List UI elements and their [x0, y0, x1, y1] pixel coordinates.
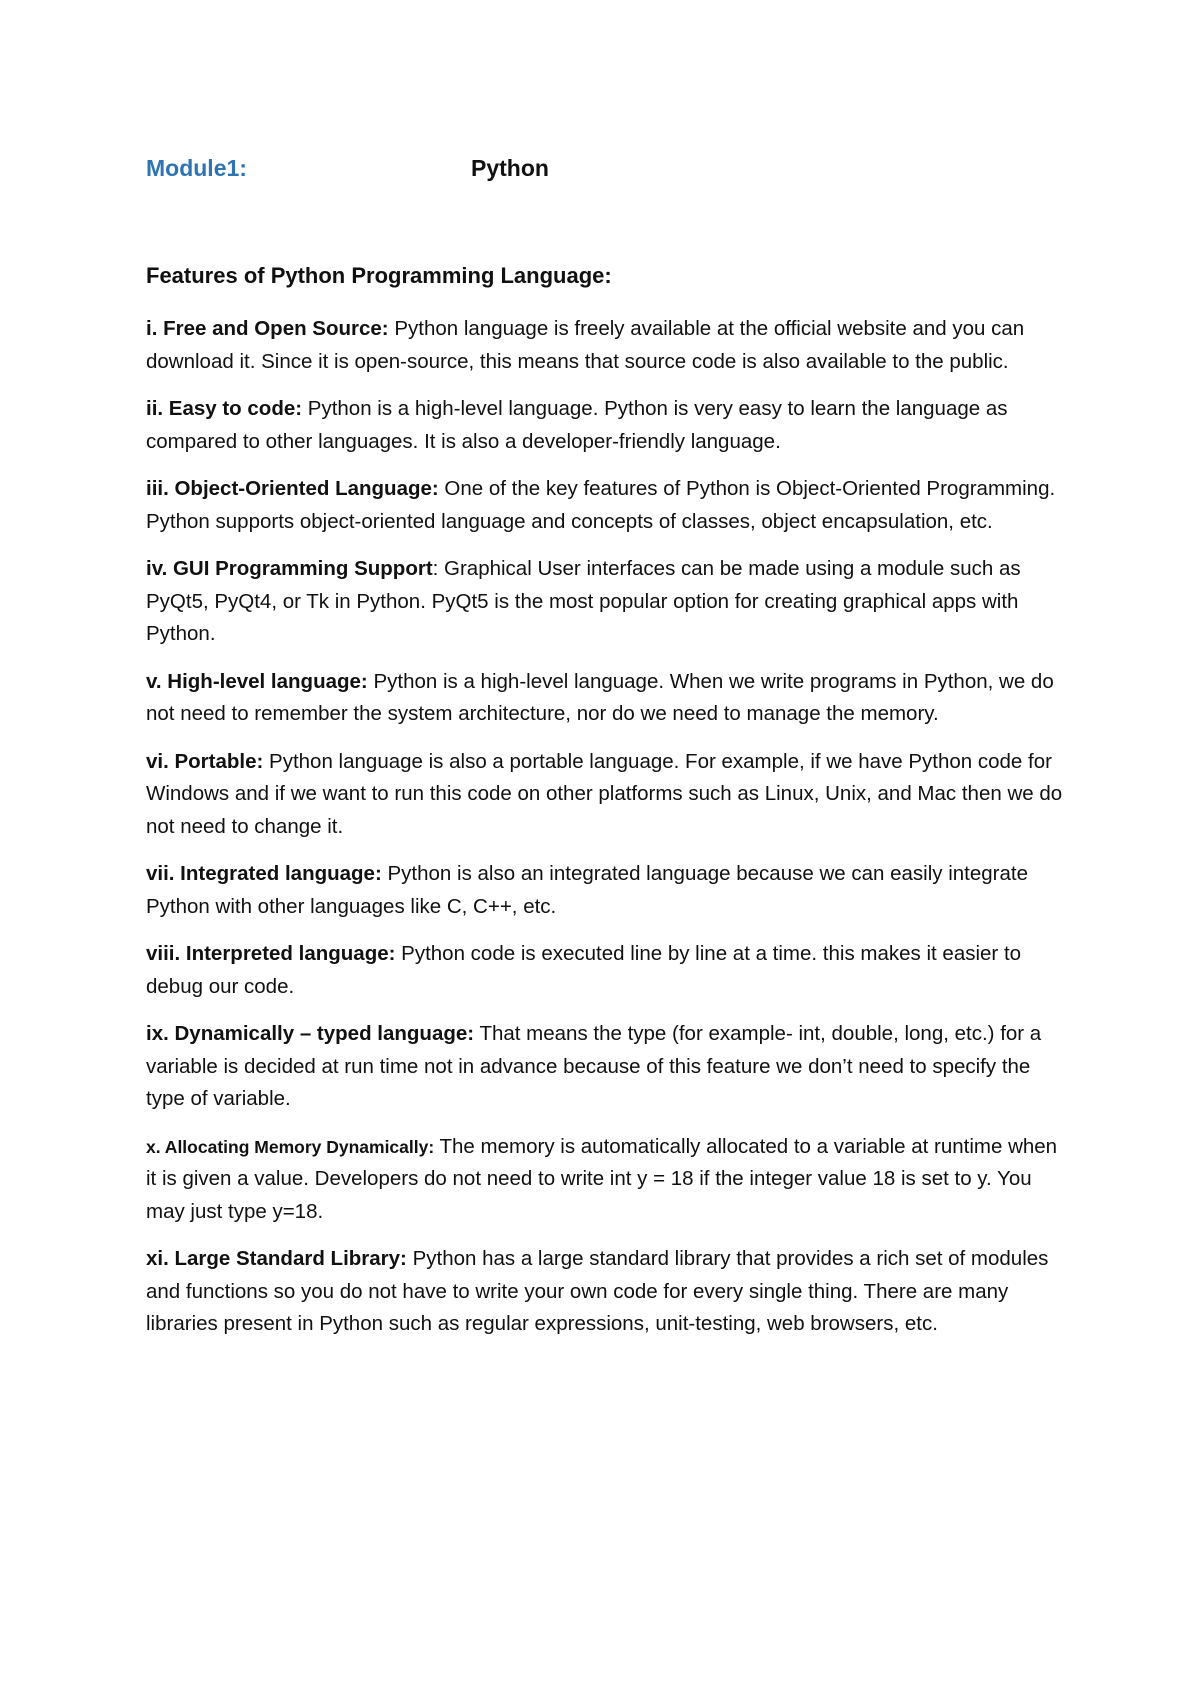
- feature-label: vii. Integrated language:: [146, 862, 382, 885]
- feature-label: i. Free and Open Source:: [146, 317, 389, 340]
- feature-label: viii. Interpreted language:: [146, 942, 396, 965]
- feature-text: Python is a high-level language. Python is very easy to learn the language as compared to other languages. It is also a developer-friendly language.: [146, 397, 1008, 453]
- features-list: [146, 313, 1064, 1356]
- feature-item-integrated: [146, 858, 1064, 923]
- module-label: Module1:: [146, 155, 247, 181]
- feature-item-object-oriented: [146, 473, 1064, 538]
- feature-label: v. High-level language:: [146, 669, 368, 693]
- feature-text: That means the type (for example- int, double, long, etc.) for a variable is decided at run time not in advance because of this feature we don’t need to specify the type of variable.: [146, 1022, 1042, 1110]
- feature-label: x. Allocating Memory Dynamically:: [146, 1136, 435, 1157]
- feature-label: ix. Dynamically – typed language:: [146, 1022, 475, 1045]
- feature-item-standard-library: [146, 1243, 1064, 1341]
- feature-label: iv. GUI Programming Support: [146, 557, 433, 580]
- feature-text: Python language is freely available at the official website and you can download it. Since it is open-source, this means that source code is also available to the public.: [146, 317, 1025, 373]
- feature-label: vi. Portable:: [146, 749, 264, 773]
- feature-text: : Graphical User interfaces can be made using a module such as PyQt5, PyQt4, or Tk in Python. PyQt5 is the most popular option for creating graphical apps with Python.: [146, 557, 1021, 645]
- feature-text: The memory is automatically allocated to a variable at runtime when it is given a value. Developers do not need to write int y = 18 if the integer value 18 is set to y. You may just type y=18.: [146, 1134, 1058, 1223]
- feature-item-easy-to-code: [146, 393, 1064, 458]
- feature-text: Python has a large standard library that provides a rich set of modules and functions so you do not have to write your own code for every single thing. There are many libraries present in Python such as regular expressions, unit-testing, web browsers, etc.: [146, 1247, 1049, 1335]
- feature-item-allocating-memory: [146, 1131, 1064, 1229]
- feature-text: Python is also an integrated language because we can easily integrate Python with other languages like C, C++, etc.: [146, 862, 1028, 918]
- feature-label: xi. Large Standard Library:: [146, 1247, 407, 1270]
- feature-item-free-open-source: [146, 313, 1064, 378]
- feature-text: Python language is also a portable language. For example, if we have Python code for Windows and if we want to run this code on other platforms such as Linux, Unix, and Mac then we do not need to change it.: [146, 749, 1063, 838]
- feature-text: One of the key features of Python is Object-Oriented Programming. Python supports object-oriented language and concepts of classes, object encapsulation, etc.: [146, 477, 1056, 533]
- feature-item-dynamically-typed: [146, 1018, 1064, 1116]
- feature-label: iii. Object-Oriented Language:: [146, 477, 439, 500]
- feature-item-interpreted: [146, 938, 1064, 1003]
- feature-text: Python code is executed line by line at a time. this makes it easier to debug our code.: [146, 942, 1022, 998]
- feature-item-gui-programming: [146, 553, 1064, 651]
- feature-label: ii. Easy to code:: [146, 397, 303, 420]
- feature-item-portable: [146, 746, 1064, 844]
- module-header: [146, 155, 1046, 189]
- module-title: Python: [471, 155, 549, 181]
- feature-text: Python is a high-level language. When we write programs in Python, we do not need to remember the system architecture, nor do we need to manage the memory.: [146, 669, 1054, 725]
- section-heading: Features of Python Programming Language:: [146, 263, 612, 288]
- feature-item-high-level: [146, 666, 1064, 731]
